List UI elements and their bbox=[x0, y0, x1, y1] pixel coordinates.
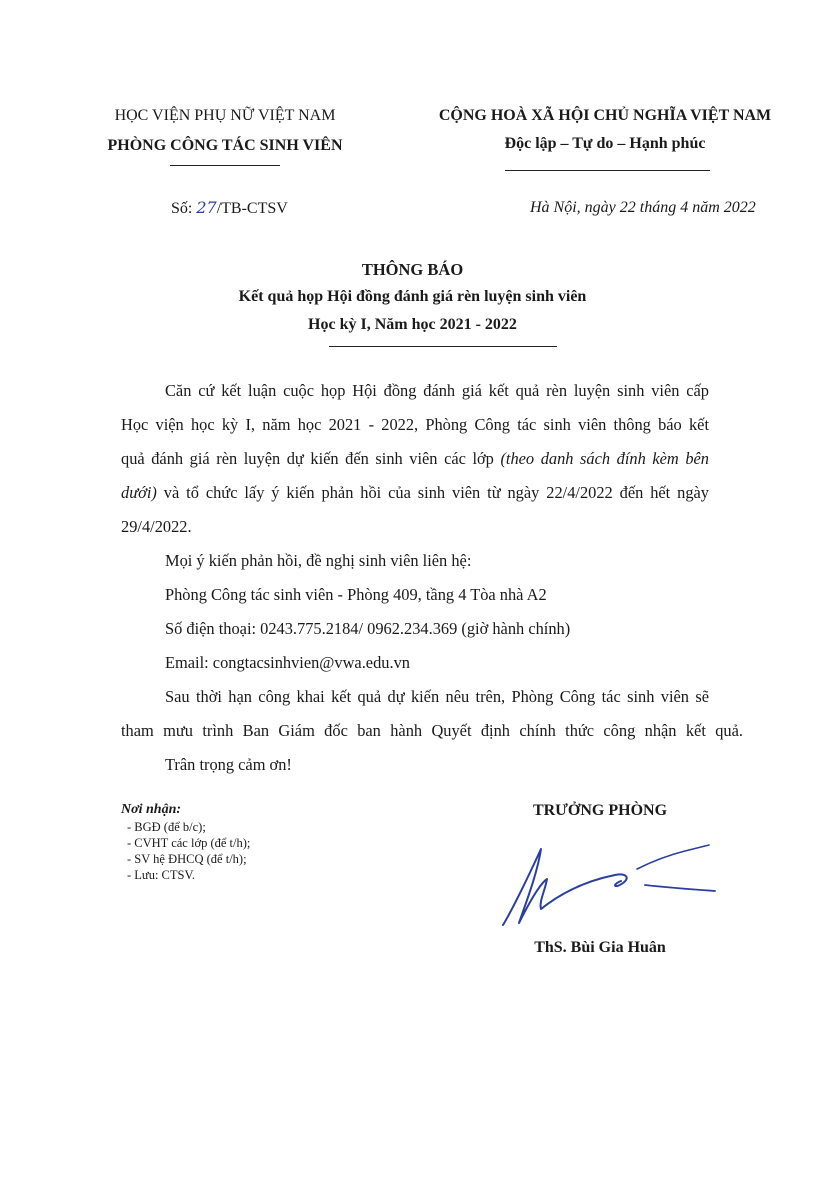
doc-number-handwritten: 27 bbox=[196, 198, 217, 217]
signer-name: ThS. Bùi Gia Huân bbox=[534, 939, 666, 956]
contact-intro: Mọi ý kiến phản hồi, đề nghị sinh viên liên hệ: bbox=[165, 551, 472, 570]
title-underline bbox=[329, 346, 557, 347]
attachment-note-end: dưới) bbox=[121, 483, 157, 502]
place-date: Hà Nội, ngày 22 tháng 4 năm 2022 bbox=[530, 199, 756, 216]
body-line-3-text: quả đánh giá rèn luyện dự kiến đến sinh viên các lớp bbox=[121, 449, 501, 468]
department-name: PHÒNG CÔNG TÁC SINH VIÊN bbox=[107, 137, 343, 154]
document-number bbox=[171, 198, 288, 219]
body-line-7: tham mưu trình Ban Giám đốc ban hành Quyết định chính thức công nhận kết quả. bbox=[121, 721, 743, 740]
doc-number-suffix: /TB-CTSV bbox=[216, 200, 288, 217]
notice-subject: Kết quả họp Hội đồng đánh giá rèn luyện sinh viên bbox=[238, 288, 587, 305]
body-line-4-text: và tổ chức lấy ý kiến phản hồi của sinh viên từ ngày 22/4/2022 đến hết ngày bbox=[156, 483, 709, 502]
org-name: HỌC VIỆN PHỤ NỮ VIỆT NAM bbox=[114, 107, 336, 124]
body-line-6: Sau thời hạn công khai kết quả dự kiến nêu trên, Phòng Công tác sinh viên sẽ bbox=[165, 687, 709, 706]
department-underline bbox=[170, 165, 280, 166]
closing-line: Trân trọng cảm ơn! bbox=[165, 755, 292, 774]
body-line-3 bbox=[121, 448, 709, 470]
motto-underline bbox=[505, 170, 710, 171]
notice-title: THÔNG BÁO bbox=[361, 260, 464, 279]
body-line-4 bbox=[121, 482, 709, 504]
doc-number-prefix: Số: bbox=[171, 200, 193, 217]
body-line-1: Căn cứ kết luận cuộc họp Hội đồng đánh giá kết quả rèn luyện sinh viên cấp bbox=[165, 381, 709, 400]
contact-email: Email: congtacsinhvien@vwa.edu.vn bbox=[165, 653, 410, 672]
attachment-note: (theo danh sách đính kèm bên bbox=[500, 449, 709, 468]
recipients-heading: Nơi nhận: bbox=[121, 802, 182, 817]
recipient-item: - Lưu: CTSV. bbox=[127, 868, 196, 882]
handwritten-signature bbox=[495, 835, 725, 935]
nation-motto: Độc lập – Tự do – Hạnh phúc bbox=[504, 135, 706, 152]
notice-term: Học kỳ I, Năm học 2021 - 2022 bbox=[308, 316, 517, 333]
signer-position: TRƯỞNG PHÒNG bbox=[532, 802, 668, 819]
contact-phone: Số điện thoại: 0243.775.2184/ 0962.234.369 (giờ hành chính) bbox=[165, 619, 571, 638]
recipient-item: - SV hệ ĐHCQ (để t/h); bbox=[127, 852, 247, 866]
recipients-block bbox=[121, 801, 250, 883]
contact-office: Phòng Công tác sinh viên - Phòng 409, tầng 4 Tòa nhà A2 bbox=[165, 585, 547, 604]
nation-title: CỘNG HOÀ XÃ HỘI CHỦ NGHĨA VIỆT NAM bbox=[438, 107, 772, 124]
recipient-item: - CVHT các lớp (để t/h); bbox=[127, 836, 251, 850]
recipient-item: - BGĐ (để b/c); bbox=[127, 820, 206, 834]
body-line-2: Học viện học kỳ I, năm học 2021 - 2022, Phòng Công tác sinh viên thông báo kết bbox=[121, 415, 709, 434]
body-line-5: 29/4/2022. bbox=[121, 517, 192, 536]
